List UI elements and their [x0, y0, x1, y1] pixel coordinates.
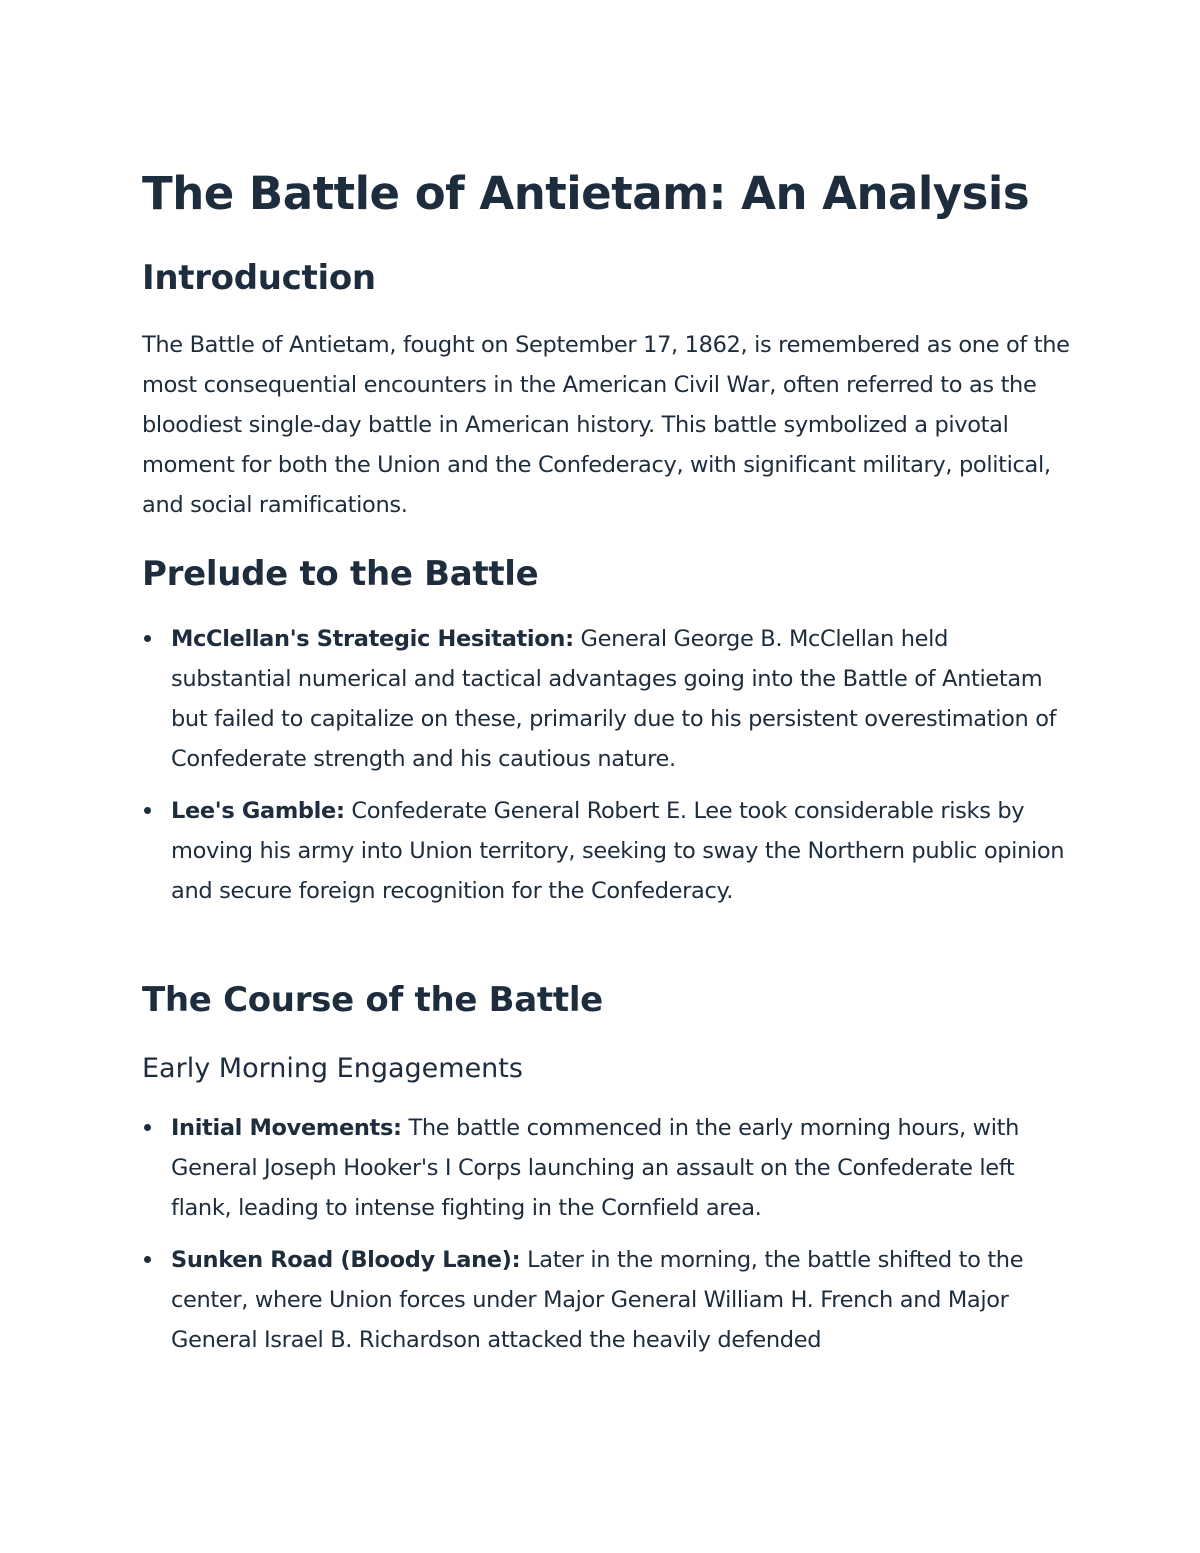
document-title: The Battle of Antietam: An Analysis: [142, 167, 1030, 220]
list-item-text: Later in the morning, the battle shifted to the center, where Union forces under Major General William H. French and Major General Israel B. Richardson attacked the heavily defended: [171, 1247, 1024, 1353]
list-item: [142, 1108, 1072, 1228]
list-item: [142, 1240, 1072, 1360]
list-item-text: The battle commenced in the early morning hours, with General Joseph Hooker's I Corps launching an assault on the Confederate left flank, leading to intense fighting in the Cornfield area.: [171, 1115, 1019, 1221]
list-item: [142, 619, 1072, 779]
list-item-term: Initial Movements:: [171, 1115, 402, 1141]
list-item-term: Sunken Road (Bloody Lane):: [171, 1247, 521, 1273]
bullet-icon: [144, 1256, 151, 1263]
bullet-icon: [144, 1124, 151, 1131]
early-morning-heading: Early Morning Engagements: [142, 1053, 523, 1084]
bullet-icon: [144, 807, 151, 814]
early-morning-list: [142, 1108, 1072, 1360]
course-heading: The Course of the Battle: [142, 980, 603, 1020]
introduction-paragraph: The Battle of Antietam, fought on September 17, 1862, is remembered as one of the most consequential encounters in the American Civil War, often referred to as the bloodiest single-day battle in American history. This battle symbolized a pivotal moment for both the Union and the Confederacy, with significant military, political, and social ramifications.: [142, 332, 1070, 518]
list-item-term: Lee's Gamble:: [171, 798, 345, 824]
list-item: [142, 791, 1072, 911]
prelude-heading: Prelude to the Battle: [142, 554, 539, 594]
list-item-term: McClellan's Strategic Hesitation:: [171, 626, 574, 652]
list-item-text: General George B. McClellan held substantial numerical and tactical advantages going into the Battle of Antietam but failed to capitalize on these, primarily due to his persistent overestimation of Confederate strength and his cautious nature.: [171, 626, 1057, 772]
list-item-text: Confederate General Robert E. Lee took considerable risks by moving his army into Union territory, seeking to sway the Northern public opinion and secure foreign recognition for the Confederacy.: [171, 798, 1065, 904]
bullet-icon: [144, 635, 151, 642]
introduction-heading: Introduction: [142, 258, 376, 298]
prelude-list: [142, 619, 1072, 911]
